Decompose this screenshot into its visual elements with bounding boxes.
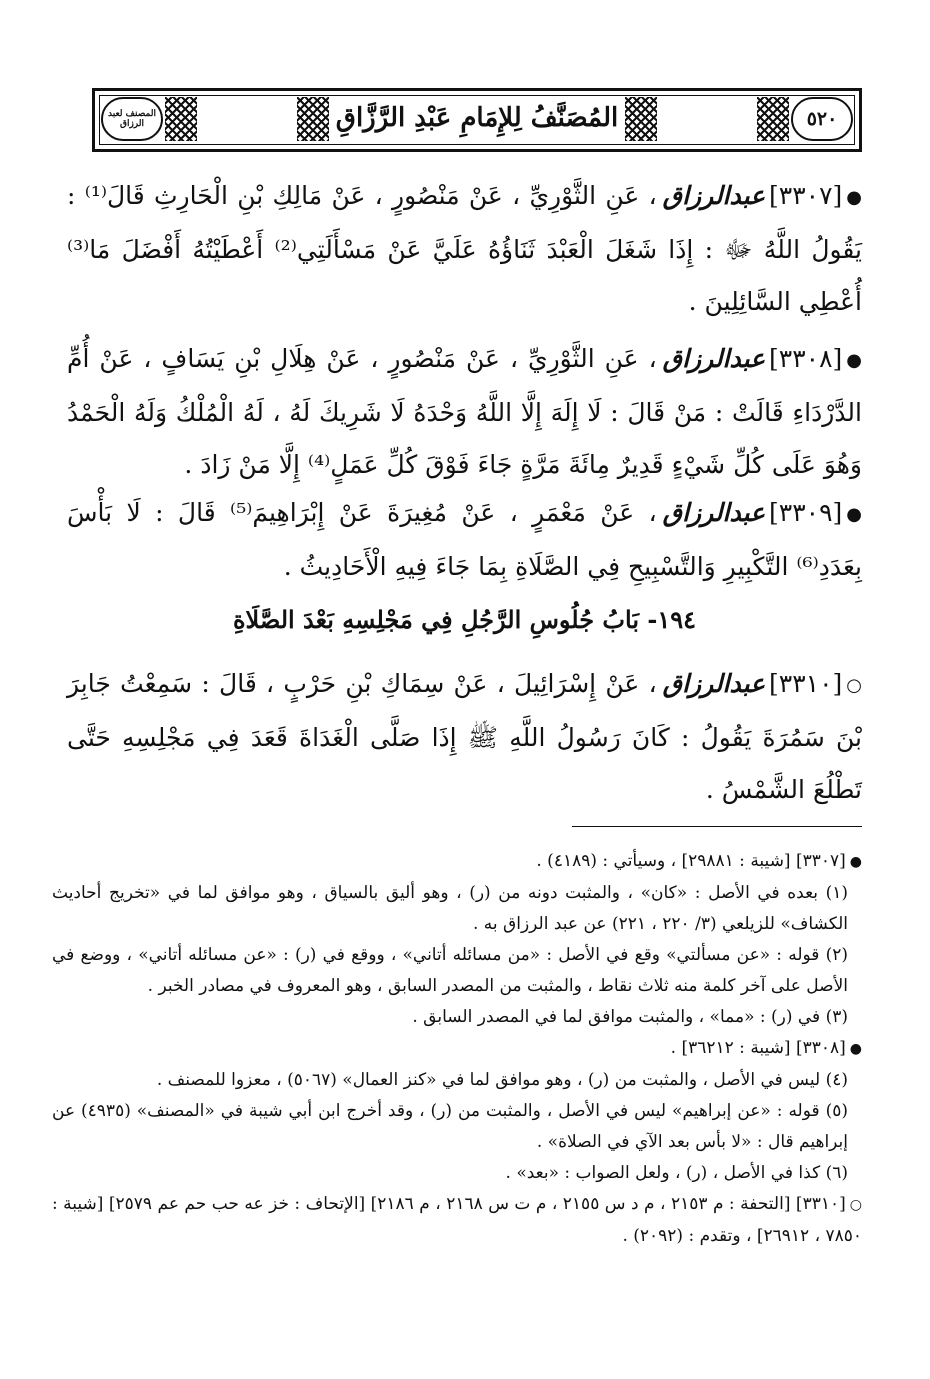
footnote <box>52 1002 862 1033</box>
ornament-knot-icon <box>757 97 789 141</box>
chapter-title: ١٩٤- بَابُ جُلُوسِ الرَّجُلِ فِي مَجْلِسِهِ بَعْدَ الصَّلَاةِ <box>232 605 696 634</box>
hadith-3308 <box>67 333 862 491</box>
footnote <box>52 1033 862 1065</box>
hadith-marker: ○ <box>846 674 862 696</box>
footnote <box>52 1158 862 1189</box>
footnote-separator <box>572 826 862 827</box>
hadith-3307 <box>67 170 862 328</box>
hadith-source: عبدالرزاق <box>662 669 766 698</box>
running-header <box>92 88 862 152</box>
ornament-knot-icon <box>165 97 197 141</box>
ornament-knot-icon <box>625 97 657 141</box>
footnote <box>52 940 862 1002</box>
footnote-text: (٥) قوله : «عن إبراهيم» ليس في الأصل ، والمثبت من (ر) ، وقد أخرج ابن أبي شيبة في «المصنف» (٤٩٣٥) عن إبراهيم قال : «لا بأس بعد الآي في الصلاة» . <box>52 1101 848 1152</box>
footnote-text: (١) بعده في الأصل : «كان» ، والمثبت دونه من (ر) ، وهو أليق بالسياق ، وهو موافق لما في «تخريج أحاديث الكشاف» للزيلعي (٣/ ٢٢٠ ، ٢٢١) عن عبد الرزاق به . <box>52 883 848 934</box>
hadith-text: ، عَنِ الثَّوْرِيِّ ، عَنْ مَنْصُورٍ ، عَنْ هِلَالِ بْنِ يَسَافٍ ، عَنْ أُمِّ الدَّرْدَاءِ قَالَتْ : مَنْ قَالَ : لَا إِلَهَ إِلَّا اللَّهُ وَحْدَهُ لَا شَرِيكَ لَهُ ، لَهُ الْمُلْكُ وَلَهُ الْحَمْدُ وَهُوَ عَلَى كُلِّ شَيْءٍ قَدِيرٌ مِائَةَ مَرَّةٍ جَاءَ فَوْقَ كُلِّ عَمَلٍ⁽⁴⁾ إِلَّا مَنْ زَادَ . <box>67 344 862 479</box>
footnote-text: (٢) قوله : «عن مسألتي» وقع في الأصل : «من مسائله أتاني» ، ووقع في (ر) : «عن مسائله أتاني» ، ووضع في الأصل على آخر كلمة منه ثلاث نقاط ، والمثبت من المصدر السابق ، وهو المعروف في مصادر الخبر . <box>52 945 848 996</box>
footnote-marker: ● <box>849 854 862 870</box>
book-emblem: المصنف لعبد الرزاق <box>101 97 163 141</box>
hadith-text: ، عَنْ مَعْمَرٍ ، عَنْ مُغِيرَةَ عَنْ إِبْرَاهِيمَ⁽⁵⁾ قَالَ : لَا بَأْسَ بِعَدَدِ⁽⁶⁾ التَّكْبِيرِ وَالتَّسْبِيحِ فِي الصَّلَاةِ بِمَا جَاءَ فِيهِ الْأَحَادِيثُ . <box>67 498 862 581</box>
hadith-source: عبدالرزاق <box>662 498 766 527</box>
footnote <box>52 1189 862 1252</box>
ornament-knot-icon <box>297 97 329 141</box>
hadith-text: ، عَنْ إِسْرَائِيلَ ، عَنْ سِمَاكِ بْنِ حَرْبٍ ، قَالَ : سَمِعْتُ جَابِرَ بْنَ سَمُرَةَ يَقُولُ : كَانَ رَسُولُ اللَّهِ ﷺ إِذَا صَلَّى الْغَدَاةَ قَعَدَ فِي مَجْلِسِهِ حَتَّى تَطْلُعَ الشَّمْسُ . <box>67 669 862 804</box>
footnote-text: (٦) كذا في الأصل ، (ر) ، ولعل الصواب : «بعد» . <box>505 1163 848 1183</box>
footnote-text: (٤) ليس في الأصل ، والمثبت من (ر) ، وهو موافق لما في «كنز العمال» (٥٠٦٧) ، معزوا للمصنف . <box>156 1070 848 1090</box>
footnote-text: [٣٣٠٨] [شيبة : ٣٦٢١٢] . <box>670 1038 846 1058</box>
footnote-text: (٣) في (ر) : «مما» ، والمثبت موافق لما في المصدر السابق . <box>412 1007 848 1027</box>
footnote <box>52 846 862 878</box>
hadith-marker: ● <box>846 503 862 525</box>
hadith-3310 <box>67 658 862 816</box>
hadith-number: [٣٣١٠] <box>769 669 843 698</box>
hadith-number: [٣٣٠٧] <box>769 181 843 210</box>
hadith-number: [٣٣٠٨] <box>769 344 843 373</box>
hadith-number: [٣٣٠٩] <box>769 498 843 527</box>
footnote <box>52 1065 862 1096</box>
footnote-text: [٣٣٠٧] [شيبة : ٢٩٨٨١] ، وسيأتي : (٤١٨٩) . <box>536 851 846 871</box>
hadith-text: ، عَنِ الثَّوْرِيِّ ، عَنْ مَنْصُورٍ ، عَنْ مَالِكِ بْنِ الْحَارِثِ قَالَ⁽¹⁾ : يَقُولُ اللَّهُ ﷻ : إِذَا شَغَلَ الْعَبْدَ ثَنَاؤُهُ عَلَيَّ عَنْ مَسْأَلَتِي⁽²⁾ أَعْطَيْتُهُ أَفْضَلَ مَا⁽³⁾ أُعْطِي السَّائِلِينَ . <box>67 181 863 316</box>
hadith-marker: ● <box>846 186 862 208</box>
footnotes <box>52 846 862 1252</box>
hadith-source: عبدالرزاق <box>662 344 766 373</box>
book-title: المُصَنَّفُ لِلإِمَامِ عَبْدِ الرَّزَّاقِ <box>335 103 619 133</box>
hadith-3309 <box>67 487 862 593</box>
footnote-marker: ○ <box>849 1197 863 1213</box>
hadith-source: عبدالرزاق <box>662 181 766 210</box>
footnote-text: [٣٣١٠] [التحفة : م ٢١٥٣ ، م د س ٢١٥٥ ، م ت س ٢١٦٨ ، م ٢١٨٦] [الإتحاف : خز عه حب حم عم ٢٥٧٩] [شيبة : ٧٨٥٠ ، ٢٦٩١٢] ، وتقدم : (٢٠٩٢) . <box>52 1194 862 1246</box>
footnote <box>52 878 862 940</box>
footnote <box>52 1096 862 1158</box>
footnote-marker: ● <box>849 1041 862 1057</box>
page-number: ٥٢٠ <box>791 97 853 141</box>
hadith-marker: ● <box>846 349 862 371</box>
